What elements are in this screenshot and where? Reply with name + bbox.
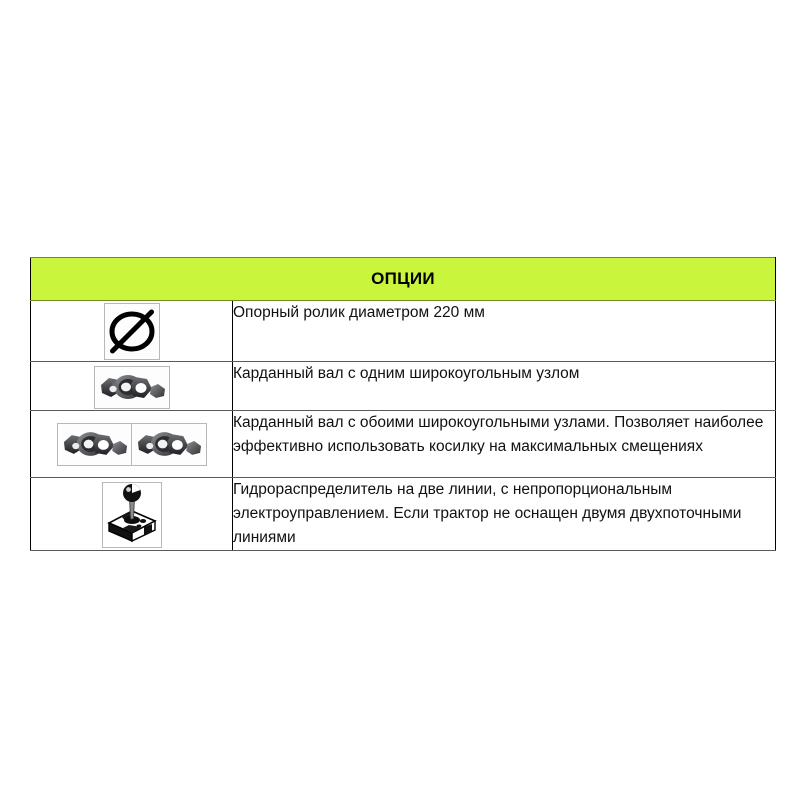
option-description: Карданный вал с обоими широкоугольными узлами. Позволяет наиболее эффективно использовать косилку на максимальных смещениях <box>233 414 764 455</box>
option-description: Карданный вал с одним широкоугольным узлом <box>233 365 580 382</box>
universal-joint-pair-icon <box>57 423 207 466</box>
option-description: Опорный ролик диаметром 220 мм <box>233 304 485 321</box>
joystick-icon <box>102 482 162 548</box>
table-row <box>31 411 776 478</box>
option-text-cell <box>233 362 776 411</box>
table-row <box>31 478 776 551</box>
option-description: Гидрораспределитель на две линии, с непропорциональным электроуправлением. Если трактор не оснащен двумя двухпоточными линиями <box>233 481 742 546</box>
options-table <box>30 257 776 551</box>
option-icon-cell <box>31 411 233 478</box>
table-header-row <box>31 258 776 301</box>
universal-joint-single-icon <box>94 366 170 409</box>
option-icon-cell <box>31 362 233 411</box>
table-row <box>31 301 776 362</box>
table-row <box>31 362 776 411</box>
universal-joint-right-icon <box>132 423 207 466</box>
option-text-cell <box>233 301 776 362</box>
option-icon-cell <box>31 478 233 551</box>
diameter-symbol-icon <box>104 303 160 360</box>
options-header-title: ОПЦИИ <box>31 258 776 301</box>
option-text-cell <box>233 411 776 478</box>
option-icon-cell <box>31 301 233 362</box>
option-text-cell <box>233 478 776 551</box>
universal-joint-left-icon <box>57 423 132 466</box>
